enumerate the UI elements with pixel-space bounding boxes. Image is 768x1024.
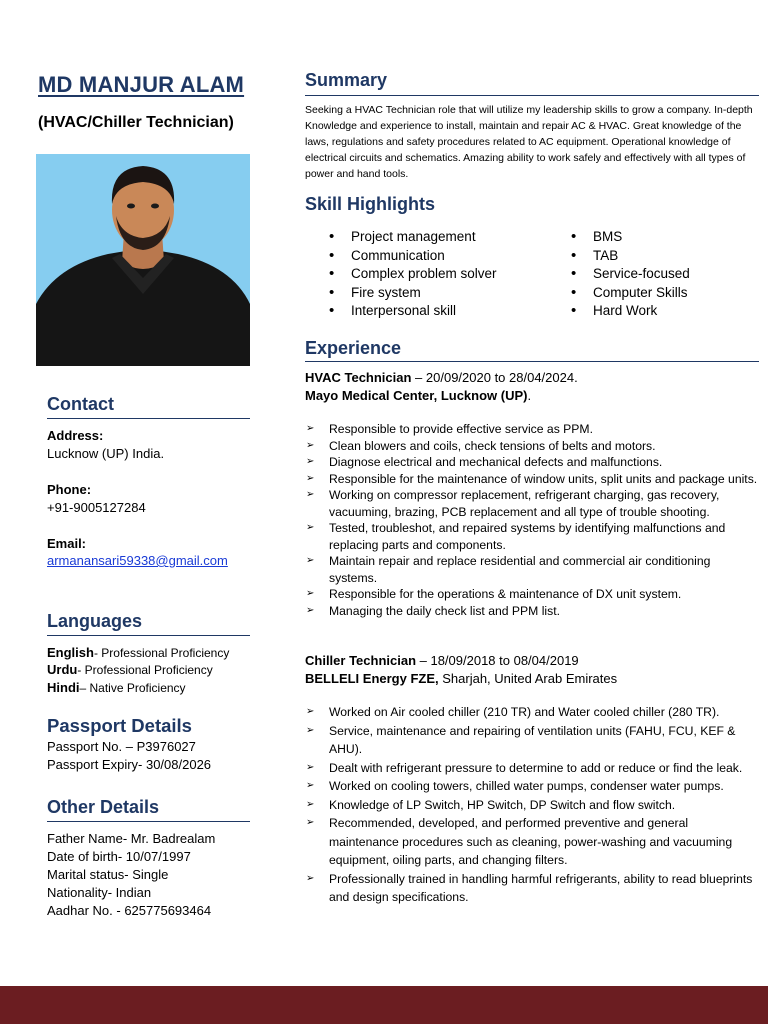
duty-item: ➢ Diagnose electrical and mechanical defects and malfunctions.	[305, 454, 761, 471]
candidate-title: (HVAC/Chiller Technician)	[38, 114, 234, 131]
skill-item: • TAB	[547, 247, 747, 266]
phone-label: Phone:	[47, 482, 92, 497]
skill-item: • Project management	[305, 228, 545, 247]
languages-divider	[47, 635, 250, 636]
address-value: Lucknow (UP) India.	[47, 446, 165, 461]
skill-item: • Hard Work	[547, 302, 747, 321]
duty-item: ➢ Worked on cooling towers, chilled water pumps, condenser water pumps.	[305, 777, 761, 796]
duty-item: ➢ Responsible to provide effective service as PPM.	[305, 421, 761, 438]
aadhar-number: Aadhar No. - 625775693464	[47, 903, 212, 918]
skill-item: • Interpersonal skill	[305, 302, 545, 321]
duty-item: ➢ Dealt with refrigerant pressure to determine to add or reduce or find the leak.	[305, 759, 761, 778]
candidate-name: MD MANJUR ALAM	[38, 72, 245, 97]
duty-item: ➢ Responsible for the maintenance of window units, split units and package units.	[305, 471, 761, 488]
experience-divider	[305, 361, 759, 362]
marital-status: Marital status- Single	[47, 867, 169, 882]
person-photo-icon	[36, 154, 250, 366]
email-label: Email:	[47, 536, 87, 551]
summary-divider	[305, 95, 759, 96]
experience-heading: Experience	[305, 338, 402, 358]
duty-item: ➢ Working on compressor replacement, refrigerant charging, gas recovery, vacuuming, brazing, PCB replacement and all type of trouble shooting.	[305, 487, 761, 520]
summary-heading: Summary	[305, 70, 388, 90]
skills-list-right	[547, 228, 747, 321]
skill-item: • Service-focused	[547, 265, 747, 284]
job2-company-line: BELLELI Energy FZE, Sharjah, United Arab Emirates	[305, 671, 618, 686]
nationality: Nationality- Indian	[47, 885, 152, 900]
passport-expiry: Passport Expiry- 30/08/2026	[47, 757, 212, 772]
contact-heading: Contact	[47, 394, 114, 414]
contact-divider	[47, 418, 250, 419]
language-hindi: Hindi– Native Proficiency	[47, 680, 186, 695]
address-label: Address:	[47, 428, 104, 443]
job2-duties	[305, 703, 761, 907]
profile-photo	[36, 154, 250, 366]
skills-list-left	[305, 228, 545, 321]
languages-heading: Languages	[47, 611, 143, 631]
passport-heading: Passport Details	[47, 715, 192, 736]
duty-item: ➢ Managing the daily check list and PPM list.	[305, 603, 761, 620]
footer-bar	[0, 986, 768, 1024]
father-name: Father Name- Mr. Badrealam	[47, 831, 216, 846]
duty-item: ➢ Recommended, developed, and performed preventive and general maintenance procedures such as cleaning, power-washing and vacuuming equipment, oiling parts, and changing filters.	[305, 814, 761, 870]
duty-item: ➢ Worked on Air cooled chiller (210 TR) and Water cooled chiller (280 TR).	[305, 703, 761, 722]
skill-item: • Fire system	[305, 284, 545, 303]
skill-item: • BMS	[547, 228, 747, 247]
date-of-birth: Date of birth- 10/07/1997	[47, 849, 191, 864]
duty-item: ➢ Service, maintenance and repairing of ventilation units (FAHU, FCU, KEF & AHU).	[305, 722, 761, 759]
passport-number: Passport No. – P3976027	[47, 739, 196, 754]
duty-item: ➢ Maintain repair and replace residential and commercial air conditioning systems.	[305, 553, 761, 586]
job2-title-line: Chiller Technician – 18/09/2018 to 08/04/2019	[305, 653, 579, 668]
language-english: English- Professional Proficiency	[47, 645, 230, 660]
duty-item: ➢ Responsible for the operations & maintenance of DX unit system.	[305, 586, 761, 603]
duty-item: ➢ Professionally trained in handling harmful refrigerants, ability to read blueprints and design specifications.	[305, 870, 761, 907]
skill-item: • Computer Skills	[547, 284, 747, 303]
language-urdu: Urdu- Professional Proficiency	[47, 662, 213, 677]
duty-item: ➢ Clean blowers and coils, check tensions of belts and motors.	[305, 438, 761, 455]
skill-item: • Communication	[305, 247, 545, 266]
duty-item: ➢ Tested, troubleshot, and repaired systems by identifying malfunctions and replacing parts and components.	[305, 520, 761, 553]
duty-item: ➢ Knowledge of LP Switch, HP Switch, DP Switch and flow switch.	[305, 796, 761, 815]
other-details-divider	[47, 821, 250, 822]
job1-duties	[305, 421, 761, 619]
phone-value: +91-9005127284	[47, 500, 146, 515]
job1-title-line: HVAC Technician – 20/09/2020 to 28/04/2024.	[305, 370, 578, 385]
email-link[interactable]: armanansari59338@gmail.com	[47, 553, 228, 568]
skill-item: • Complex problem solver	[305, 265, 545, 284]
skills-heading: Skill Highlights	[305, 194, 436, 214]
job1-company-line: Mayo Medical Center, Lucknow (UP).	[305, 388, 532, 403]
summary-text: Seeking a HVAC Technician role that will utilize my leadership skills to grow a company. In-depth Knowledge and experience to install, maintain and repair AC & HVAC. Great knowledge of the laws, regulations and safety procedures related to AC equipment. Operational knowledge of electrical circuits and schematics. Amazing ability to work safely and effectively with all types of power and hand tools.	[305, 104, 753, 180]
other-details-heading: Other Details	[47, 797, 160, 817]
